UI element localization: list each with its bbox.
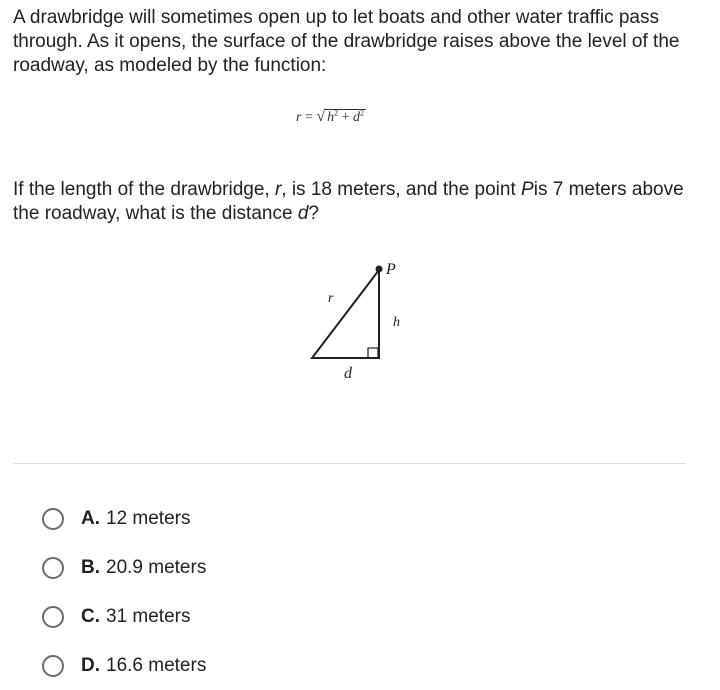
formula-equals: =	[304, 110, 313, 125]
option-a-letter: A.	[81, 507, 100, 529]
prompt-p: P	[521, 179, 534, 200]
prompt-part2: , is 18 meters, and the point	[281, 179, 522, 200]
prompt-part3: is 7 meters above the roadway, what is the distance	[13, 179, 684, 224]
point-p-label: P	[386, 261, 396, 278]
prompt-r: r	[274, 179, 282, 200]
formula	[296, 108, 366, 126]
option-b[interactable]	[42, 543, 206, 592]
option-a-text: 12 meters	[106, 507, 191, 529]
answer-options	[42, 494, 206, 690]
radio-b[interactable]	[42, 557, 64, 579]
right-angle-marker	[368, 348, 378, 358]
triangle-diagram	[300, 255, 420, 385]
question-intro: A drawbridge will sometimes open up to let boats and other water traffic pass through. As it opens, the surface of the drawbridge raises above the level of the roadway, as modeled by the function:	[13, 7, 680, 76]
option-d-letter: D.	[81, 654, 100, 676]
option-b-letter: B.	[81, 556, 100, 578]
radio-a[interactable]	[42, 508, 64, 530]
point-p-dot	[376, 266, 383, 273]
formula-radical: √	[316, 108, 326, 125]
formula-exp-d: 2	[360, 108, 365, 118]
question-prompt	[13, 178, 703, 226]
formula-exp-h: 2	[334, 108, 339, 118]
prompt-end: ?	[308, 203, 319, 224]
triangle-shape	[312, 270, 379, 358]
formula-lhs: r	[296, 110, 302, 125]
hypotenuse-label: r	[328, 291, 334, 306]
radio-c[interactable]	[42, 606, 64, 628]
radio-d[interactable]	[42, 655, 64, 677]
option-c-letter: C.	[81, 605, 100, 627]
formula-d: d	[353, 110, 361, 125]
prompt-part1: If the length of the drawbridge,	[13, 179, 275, 200]
option-d[interactable]	[42, 641, 206, 690]
option-d-text: 16.6 meters	[106, 654, 207, 676]
height-label: h	[393, 315, 400, 330]
formula-plus: +	[341, 110, 350, 125]
formula-radicand	[325, 109, 366, 125]
divider	[13, 463, 686, 464]
option-c-text: 31 meters	[106, 605, 191, 627]
option-c[interactable]	[42, 592, 206, 641]
base-label: d	[344, 365, 352, 382]
formula-h: h	[327, 110, 335, 125]
prompt-d: d	[297, 203, 309, 224]
option-a[interactable]	[42, 494, 206, 543]
option-b-text: 20.9 meters	[106, 556, 207, 578]
